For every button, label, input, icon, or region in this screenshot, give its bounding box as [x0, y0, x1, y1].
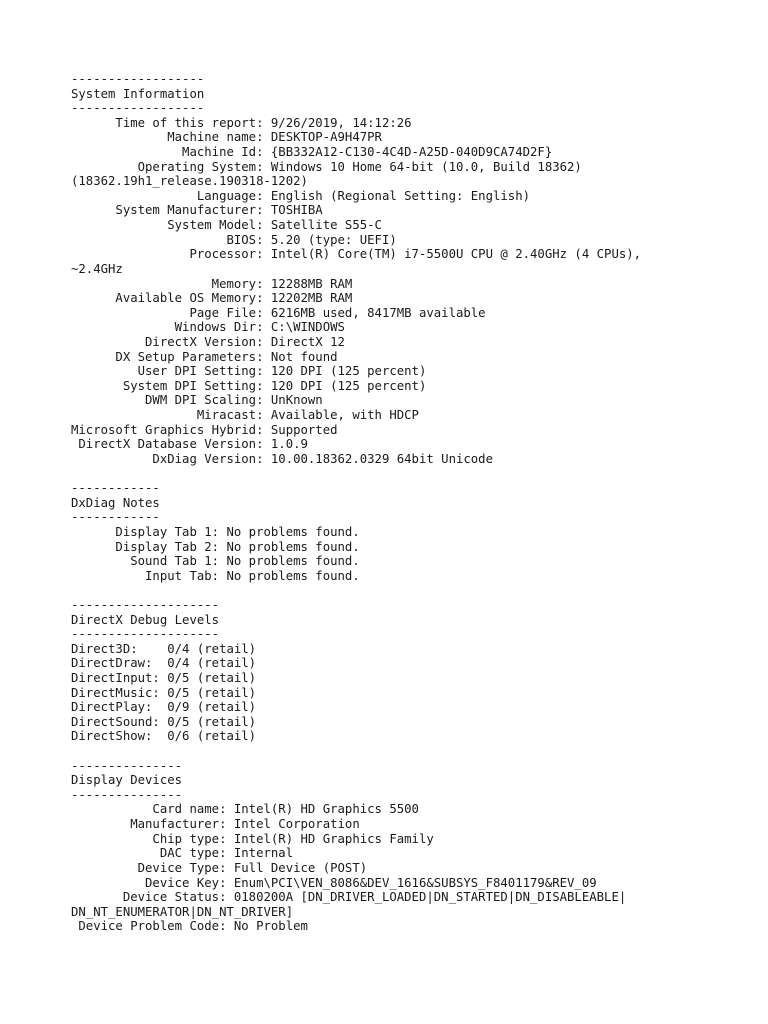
report-line: Display Tab 1: No problems found. [71, 524, 360, 539]
report-line: Time of this report: 9/26/2019, 14:12:26 [71, 115, 412, 130]
report-line: DirectDraw: 0/4 (retail) [71, 656, 257, 671]
report-line: Device Problem Code: No Problem [71, 919, 308, 934]
report-line: System DPI Setting: 120 DPI (125 percent) [71, 378, 427, 393]
report-line: ~2.4GHz [71, 261, 123, 276]
report-line: DirectInput: 0/5 (retail) [71, 670, 257, 685]
report-line: (18362.19h1_release.190318-1202) [71, 174, 308, 189]
report-line: Available OS Memory: 12202MB RAM [71, 291, 353, 306]
report-line: Display Devices [71, 773, 183, 788]
report-line: ------------ [71, 481, 160, 496]
report-line: Manufacturer: Intel Corporation [71, 817, 360, 832]
report-line: Display Tab 2: No problems found. [71, 539, 360, 554]
report-line: System Manufacturer: TOSHIBA [71, 203, 323, 218]
report-line: Processor: Intel(R) Core(TM) i7-5500U CPU @ 2.40GHz (4 CPUs), [71, 247, 642, 262]
report-line: Chip type: Intel(R) HD Graphics Family [71, 831, 434, 846]
report-line: DWM DPI Scaling: UnKnown [71, 393, 323, 408]
report-line: --------------- [71, 787, 183, 802]
report-line [71, 583, 761, 598]
report-line: DN_NT_ENUMERATOR|DN_NT_DRIVER] [71, 904, 294, 919]
report-line: Direct3D: 0/4 (retail) [71, 641, 257, 656]
report-line: Device Key: Enum\PCI\VEN_8086&DEV_1616&SUBSYS_F8401179&REV_09 [71, 875, 597, 890]
report-line: DirectX Debug Levels [71, 612, 220, 627]
report-line: ------------ [71, 510, 160, 525]
report-line: Microsoft Graphics Hybrid: Supported [71, 422, 338, 437]
report-line: --------------- [71, 758, 183, 773]
report-line: System Information [71, 86, 205, 101]
report-line: ------------------ [71, 101, 205, 116]
report-line: DxDiag Notes [71, 495, 160, 510]
report-line: User DPI Setting: 120 DPI (125 percent) [71, 364, 427, 379]
report-line: DAC type: Internal [71, 846, 294, 861]
report-line: DirectSound: 0/5 (retail) [71, 714, 257, 729]
report-line: Card name: Intel(R) HD Graphics 5500 [71, 802, 419, 817]
report-line: BIOS: 5.20 (type: UEFI) [71, 232, 397, 247]
report-line: -------------------- [71, 597, 220, 612]
report-line: Miracast: Available, with HDCP [71, 408, 419, 423]
report-line: DirectMusic: 0/5 (retail) [71, 685, 257, 700]
report-line: Page File: 6216MB used, 8417MB available [71, 305, 486, 320]
dxdiag-report [71, 72, 761, 934]
report-line: Machine name: DESKTOP-A9H47PR [71, 130, 382, 145]
report-line [71, 744, 761, 759]
report-line: DxDiag Version: 10.00.18362.0329 64bit Unicode [71, 451, 493, 466]
report-line: DX Setup Parameters: Not found [71, 349, 338, 364]
report-line: DirectX Version: DirectX 12 [71, 334, 345, 349]
report-line: Sound Tab 1: No problems found. [71, 554, 360, 569]
report-line: ------------------ [71, 72, 205, 86]
report-line: Windows Dir: C:\WINDOWS [71, 320, 345, 335]
report-line: Device Type: Full Device (POST) [71, 860, 368, 875]
report-line: DirectPlay: 0/9 (retail) [71, 700, 257, 715]
report-line: DirectX Database Version: 1.0.9 [71, 437, 308, 452]
report-line: Operating System: Windows 10 Home 64-bit (10.0, Build 18362) [71, 159, 582, 174]
report-line: System Model: Satellite S55-C [71, 218, 382, 233]
report-line: DirectShow: 0/6 (retail) [71, 729, 257, 744]
report-line: Language: English (Regional Setting: English) [71, 188, 531, 203]
report-line: Machine Id: {BB332A12-C130-4C4D-A25D-040D9CA74D2F} [71, 145, 553, 160]
report-line: Device Status: 0180200A [DN_DRIVER_LOADED|DN_STARTED|DN_DISABLEABLE| [71, 890, 627, 905]
report-line [71, 466, 761, 481]
report-line: Memory: 12288MB RAM [71, 276, 353, 291]
report-line: -------------------- [71, 627, 220, 642]
report-line: Input Tab: No problems found. [71, 568, 360, 583]
